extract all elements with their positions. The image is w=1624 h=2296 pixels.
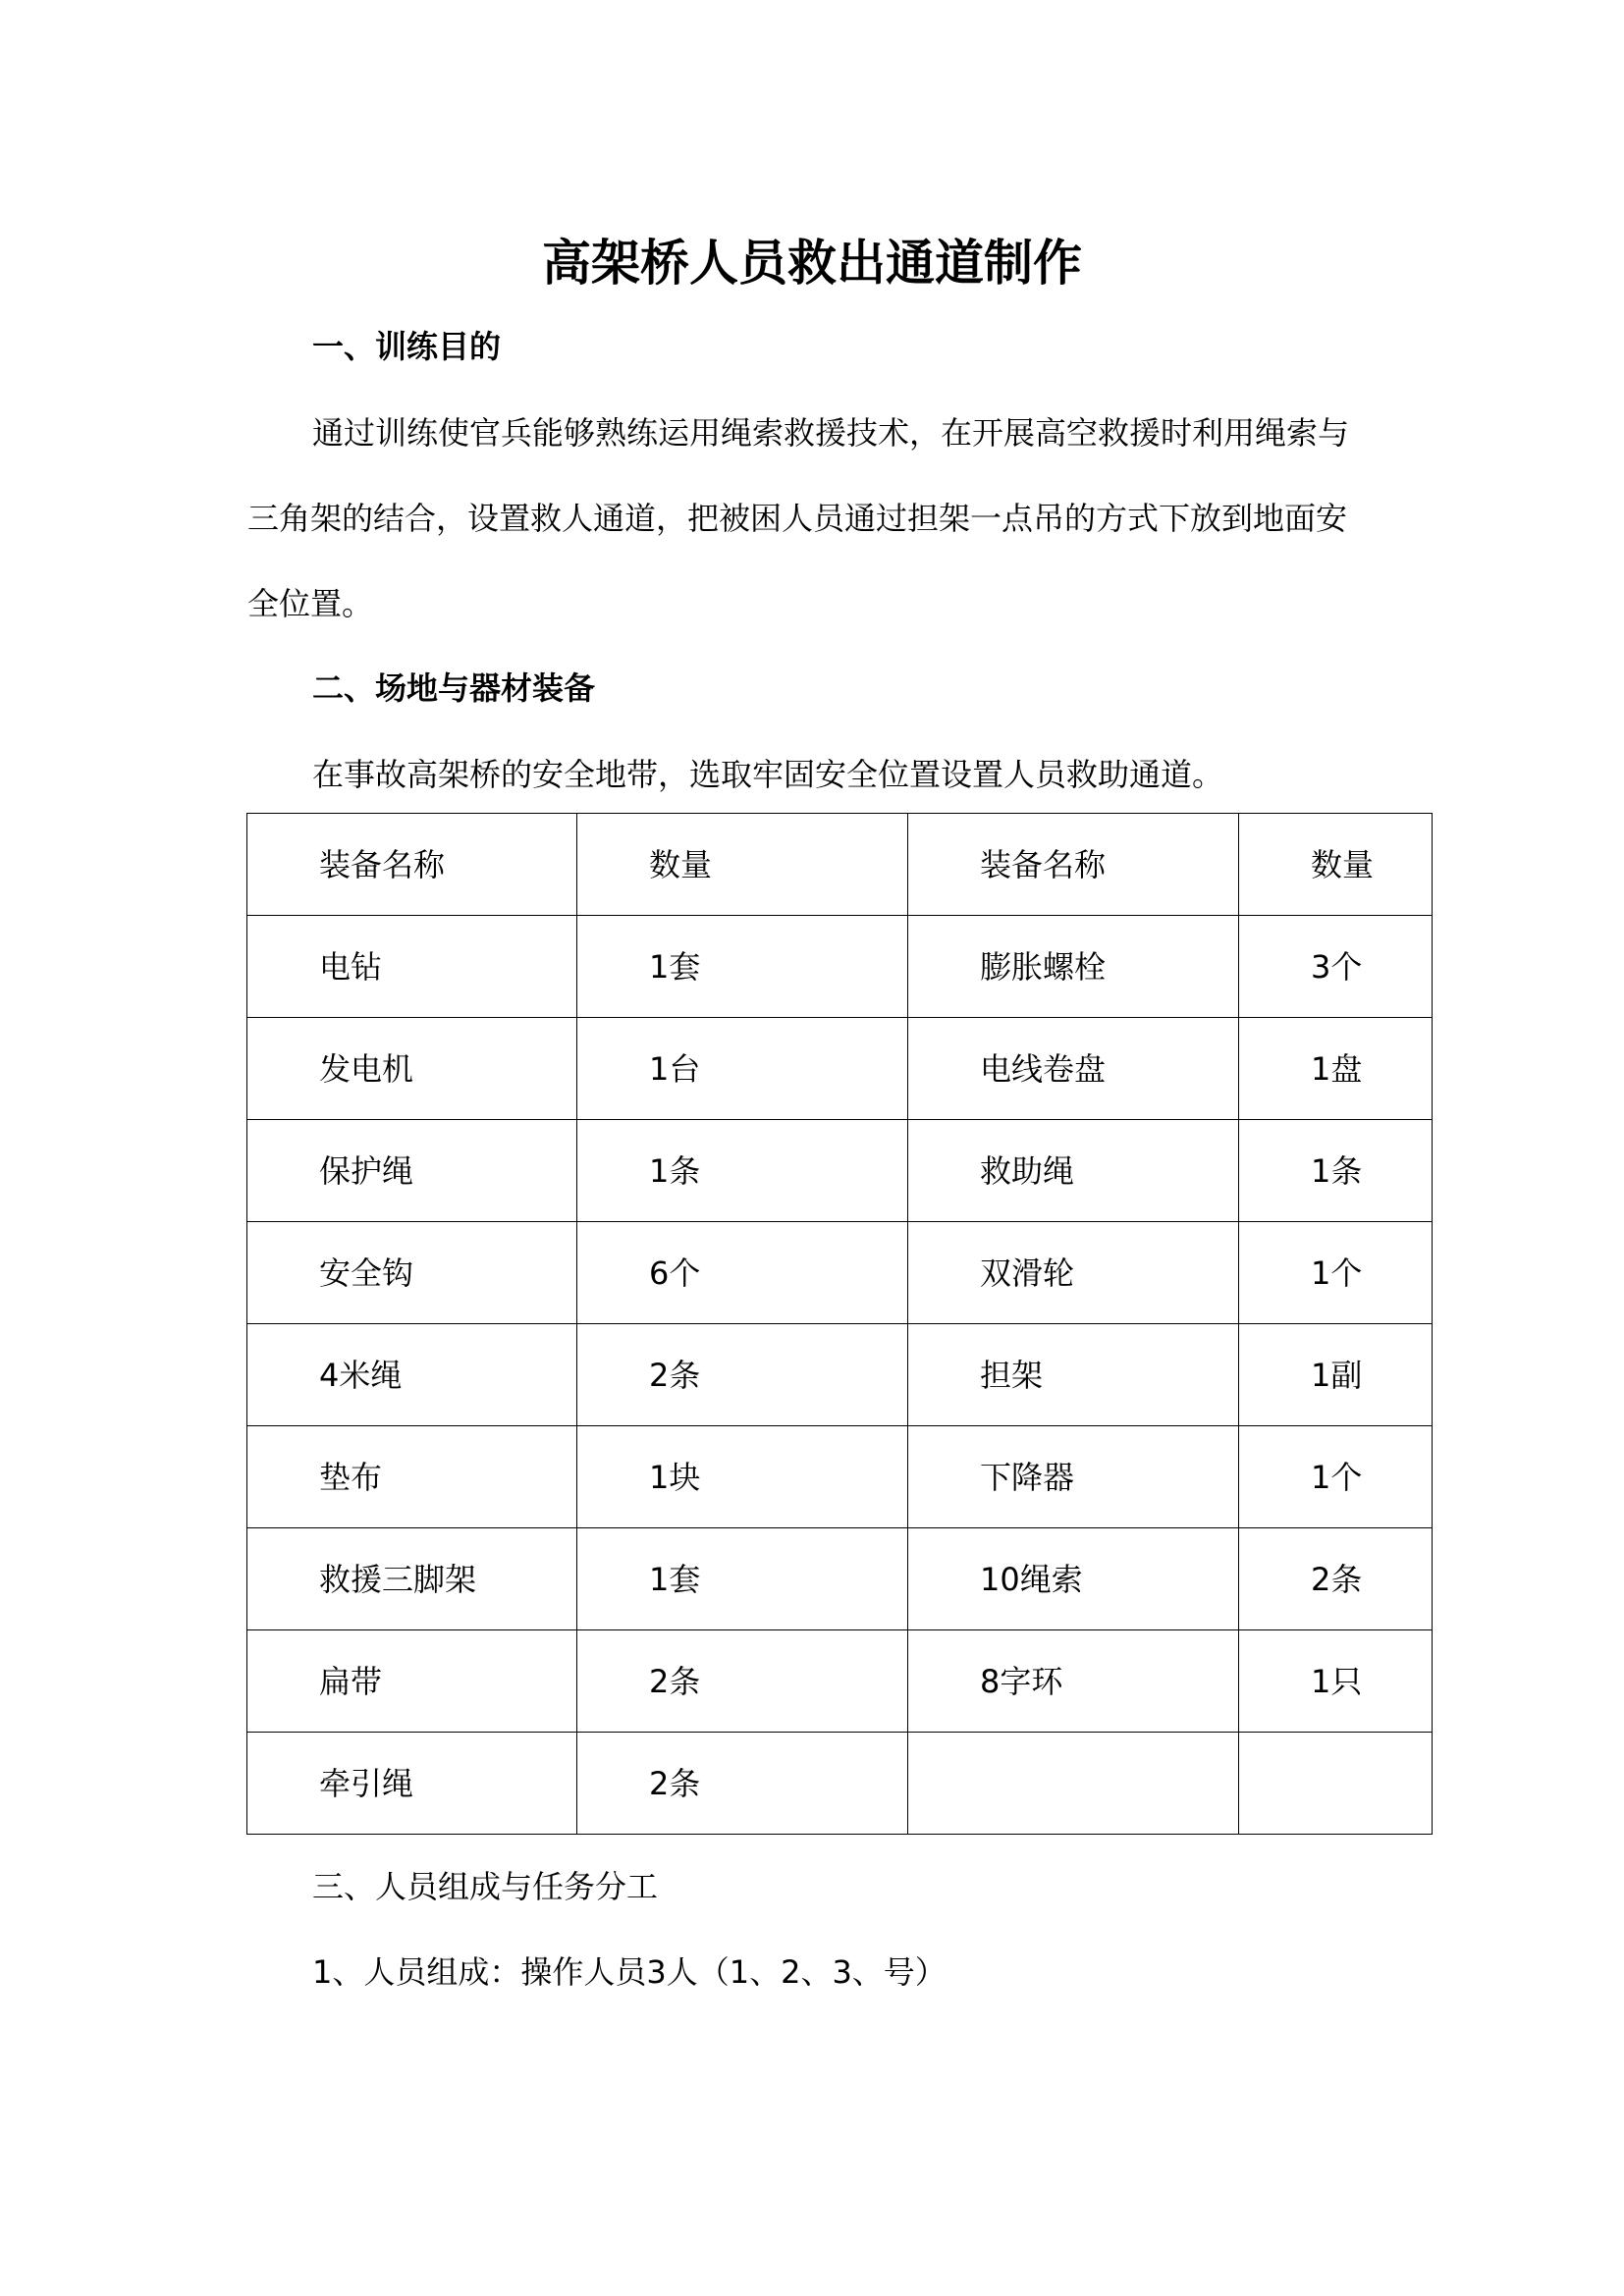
quantity-cell: 1台: [577, 1018, 908, 1120]
table-row: [247, 1120, 1433, 1222]
equipment-name-cell: 扁带: [247, 1630, 577, 1733]
equipment-name-cell: 10绳索: [908, 1528, 1239, 1630]
quantity-cell: 6个: [577, 1222, 908, 1324]
equipment-name-cell: 保护绳: [247, 1120, 577, 1222]
quantity-cell: 1只: [1239, 1630, 1433, 1733]
equipment-name-cell: 电钻: [247, 916, 577, 1018]
table-row: [247, 1222, 1433, 1324]
quantity-cell: 1条: [1239, 1120, 1433, 1222]
section-heading-equipment: 二、场地与器材装备: [312, 669, 596, 707]
equipment-name-cell: 安全钩: [247, 1222, 577, 1324]
table-row: [247, 1733, 1433, 1835]
equipment-name-cell: 电线卷盘: [908, 1018, 1239, 1120]
quantity-cell: 1条: [577, 1120, 908, 1222]
paragraph-line: 三角架的结合，设置救人通道，把被困人员通过担架一点吊的方式下放到地面安: [247, 500, 1348, 537]
paragraph-line: 全位置。: [247, 585, 374, 622]
section-heading-personnel: 三、人员组成与任务分工: [312, 1868, 659, 1905]
equipment-name-cell: 膨胀螺栓: [908, 916, 1239, 1018]
quantity-cell: 1副: [1239, 1324, 1433, 1426]
table-header-cell: 装备名称: [908, 814, 1239, 916]
quantity-cell: 2条: [577, 1733, 908, 1835]
table-header-row: [247, 814, 1433, 916]
table-header-cell: 数量: [1239, 814, 1433, 916]
equipment-name-cell: [908, 1733, 1239, 1835]
table-header-cell: 装备名称: [247, 814, 577, 916]
quantity-cell: 1块: [577, 1426, 908, 1528]
equipment-name-cell: 牵引绳: [247, 1733, 577, 1835]
equipment-name-cell: 救援三脚架: [247, 1528, 577, 1630]
equipment-name-cell: 救助绳: [908, 1120, 1239, 1222]
equipment-name-cell: 双滑轮: [908, 1222, 1239, 1324]
quantity-cell: 1个: [1239, 1426, 1433, 1528]
quantity-cell: 2条: [577, 1630, 908, 1733]
page-title: 高架桥人员救出通道制作: [542, 235, 1082, 292]
equipment-table: [246, 813, 1433, 1835]
quantity-cell: [1239, 1733, 1433, 1835]
table-row: [247, 1018, 1433, 1120]
equipment-name-cell: 8字环: [908, 1630, 1239, 1733]
quantity-cell: 1个: [1239, 1222, 1433, 1324]
equipment-name-cell: 4米绳: [247, 1324, 577, 1426]
paragraph-line: 通过训练使官兵能够熟练运用绳索救援技术，在开展高空救援时利用绳索与: [312, 414, 1350, 452]
quantity-cell: 2条: [577, 1324, 908, 1426]
quantity-cell: 1套: [577, 916, 908, 1018]
table-row: [247, 1528, 1433, 1630]
quantity-cell: 3个: [1239, 916, 1433, 1018]
quantity-cell: 1套: [577, 1528, 908, 1630]
table-row: [247, 1630, 1433, 1733]
equipment-name-cell: 下降器: [908, 1426, 1239, 1528]
table-row: [247, 916, 1433, 1018]
equipment-name-cell: 垫布: [247, 1426, 577, 1528]
personnel-item: 1、人员组成：操作人员3人（1、2、3、号）: [312, 1953, 947, 1991]
quantity-cell: 2条: [1239, 1528, 1433, 1630]
equipment-name-cell: 担架: [908, 1324, 1239, 1426]
table-row: [247, 1324, 1433, 1426]
quantity-cell: 1盘: [1239, 1018, 1433, 1120]
section-heading-purpose: 一、训练目的: [312, 328, 502, 365]
table-row: [247, 1426, 1433, 1528]
table-header-cell: 数量: [577, 814, 908, 916]
paragraph-line: 在事故高架桥的安全地带，选取牢固安全位置设置人员救助通道。: [312, 756, 1224, 793]
equipment-name-cell: 发电机: [247, 1018, 577, 1120]
